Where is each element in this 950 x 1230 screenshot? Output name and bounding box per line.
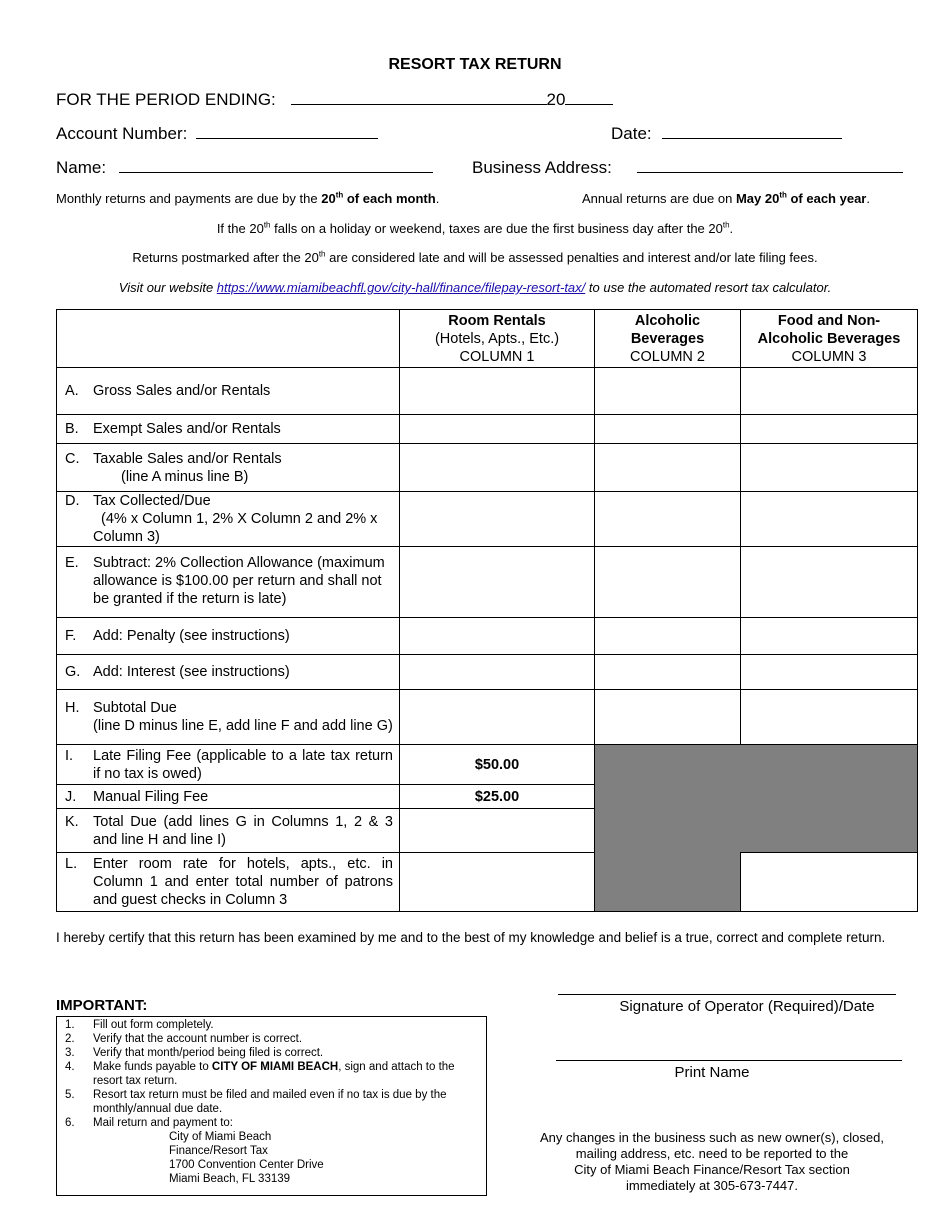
item-number: 1. (65, 1019, 75, 1031)
item-text: Verify that month/period being filed is correct. (93, 1047, 324, 1059)
account-number-row (56, 124, 378, 144)
late-filing-fee-amount: $50.00 (400, 745, 595, 785)
notice-line: immediately at 305-673-7447. (626, 1178, 798, 1193)
table-row-a (57, 368, 918, 415)
date-label: Date: (611, 124, 652, 143)
row-d-text: Tax Collected/Due (93, 493, 211, 509)
row-c-subtext: (line A minus line B) (121, 468, 249, 485)
name-row (56, 158, 433, 178)
print-name-label: Print Name (674, 1064, 750, 1081)
row-f-column-1-field[interactable] (400, 618, 595, 655)
row-a-column-1-field[interactable] (400, 368, 595, 415)
row-l-column-2-shaded (595, 853, 741, 912)
table-row-h (57, 690, 918, 745)
column-2-header (595, 310, 741, 368)
certification-statement: I hereby certify that this return has been examined by me and to the best of my knowledge and belief is a true, correct and complete return. (56, 930, 886, 945)
list-item (65, 1060, 480, 1088)
row-c-text: Taxable Sales and/or Rentals (93, 450, 282, 467)
item-number: 5. (65, 1089, 75, 1101)
row-e-label (57, 547, 400, 618)
address-line: Miami Beach, FL 33139 (169, 1173, 291, 1185)
row-c-column-1-field[interactable] (400, 444, 595, 492)
item-text: Verify that the account number is correct. (93, 1033, 303, 1045)
business-address-row (472, 158, 903, 178)
row-d-subtext: (4% x Column 1, 2% X Column 2 and 2% x Column 3) (93, 511, 378, 545)
address-line: 1700 Convention Center Drive (169, 1159, 324, 1171)
table-row-e (57, 547, 918, 618)
annual-note-bold: May 20th of each year (735, 190, 867, 206)
row-f-label (57, 618, 400, 655)
row-g-letter: G. (65, 664, 81, 680)
row-a-letter: A. (65, 383, 79, 399)
row-d-column-3-field[interactable] (741, 492, 918, 547)
business-address-field[interactable] (637, 159, 903, 173)
important-instructions-box (56, 1016, 487, 1196)
period-ending-field[interactable] (291, 91, 547, 105)
column-1-subtitle: (Hotels, Apts., Etc.) (434, 331, 560, 347)
item-text: Resort tax return must be filed and mailed even if no tax is due by the monthly/annual due date. (93, 1089, 447, 1115)
item-text: Fill out form completely. (93, 1019, 214, 1031)
address-line: Finance/Resort Tax (169, 1145, 268, 1157)
account-number-label: Account Number: (56, 124, 188, 143)
row-b-letter: B. (65, 421, 79, 437)
row-i-letter: I. (65, 747, 74, 764)
row-k-column-1-field[interactable] (400, 809, 595, 853)
row-h-column-3-field[interactable] (741, 690, 918, 745)
row-b-column-2-field[interactable] (595, 415, 741, 444)
row-e-column-1-field[interactable] (400, 547, 595, 618)
table-header-row (57, 310, 918, 368)
row-e-column-3-field[interactable] (741, 547, 918, 618)
row-k-text: Total Due (add lines G in Columns 1, 2 & 3 and line H and line I) (93, 813, 393, 848)
row-j-letter: J. (65, 788, 77, 805)
address-line: City of Miami Beach (169, 1131, 272, 1143)
label-column-header (57, 310, 400, 368)
item-number: 6. (65, 1117, 75, 1129)
row-e-column-2-field[interactable] (595, 547, 741, 618)
item-number: 4. (65, 1061, 75, 1073)
signature-line[interactable] (558, 994, 896, 995)
row-h-letter: H. (65, 700, 80, 716)
column-1-label: COLUMN 1 (459, 349, 535, 365)
table-row-f (57, 618, 918, 655)
business-address-label: Business Address: (472, 158, 612, 177)
row-g-label (57, 655, 400, 690)
holiday-note: If the 20th falls on a holiday or weekend, taxes are due the first business day after the 20th. (216, 220, 734, 236)
row-d-column-1-field[interactable] (400, 492, 595, 547)
column-1-title: Room Rentals (448, 313, 546, 329)
row-a-label (57, 368, 400, 415)
date-row (611, 124, 842, 144)
column-3-title-line2: Alcoholic Beverages (757, 331, 901, 347)
row-j-label (57, 785, 400, 809)
row-c-label (57, 444, 400, 492)
tax-computation-table (56, 309, 918, 912)
table-row-l (57, 853, 918, 912)
row-b-text: Exempt Sales and/or Rentals (93, 421, 281, 437)
list-item (65, 1116, 480, 1130)
list-item (65, 1032, 480, 1046)
list-item (65, 1018, 480, 1032)
table-row-d (57, 492, 918, 547)
column-3-title-line1: Food and Non- (777, 313, 881, 329)
monthly-due-note (56, 191, 439, 206)
table-row-b (57, 415, 918, 444)
notice-line: Any changes in the business such as new owner(s), closed, (540, 1130, 884, 1145)
row-f-letter: F. (65, 628, 77, 644)
row-j-text: Manual Filing Fee (93, 788, 209, 805)
table-row-c (57, 444, 918, 492)
monthly-note-text: Monthly returns and payments are due by the (56, 191, 322, 206)
item-text: Make funds payable to (93, 1061, 212, 1073)
period-year-prefix: 20 (546, 90, 566, 109)
signature-label: Signature of Operator (Required)/Date (619, 998, 875, 1015)
row-b-label (57, 415, 400, 444)
row-l-column-1-field[interactable] (400, 853, 595, 912)
row-g-column-3-field[interactable] (741, 655, 918, 690)
row-l-label (57, 853, 400, 912)
column-2-title-line2: Beverages (630, 331, 705, 347)
row-i-label (57, 745, 400, 785)
website-suffix: to use the automated resort tax calculator. (585, 280, 832, 295)
item-text-cont: , sign and attach to the resort tax return. (93, 1061, 455, 1087)
row-f-text: Add: Penalty (see instructions) (93, 628, 290, 644)
row-h-label (57, 690, 400, 745)
row-c-column-2-field[interactable] (595, 444, 741, 492)
period-year-field[interactable] (565, 91, 613, 105)
website-prefix: Visit our website (118, 280, 217, 295)
form-title: RESORT TAX RETURN (388, 56, 562, 73)
row-g-column-2-field[interactable] (595, 655, 741, 690)
row-a-column-3-field[interactable] (741, 368, 918, 415)
name-field[interactable] (119, 159, 433, 173)
table-row-g (57, 655, 918, 690)
row-g-column-1-field[interactable] (400, 655, 595, 690)
row-a-column-2-field[interactable] (595, 368, 741, 415)
row-h-subtext: (line D minus line E, add line F and add line G) (93, 718, 393, 734)
annual-due-note (582, 191, 870, 206)
column-2-title-line1: Alcoholic (634, 313, 701, 329)
column-3-label: COLUMN 3 (791, 349, 867, 365)
column-1-header (400, 310, 595, 368)
item-number: 3. (65, 1047, 75, 1059)
payee-name: CITY OF MIAMI BEACH (211, 1061, 339, 1073)
period-ending-label: FOR THE PERIOD ENDING: (56, 90, 276, 109)
notice-line: City of Miami Beach Finance/Resort Tax section (574, 1162, 850, 1177)
monthly-note-suffix: . (435, 191, 440, 206)
table-row-i (57, 745, 918, 785)
annual-note-text: Annual returns are due on (582, 191, 736, 206)
row-c-column-3-field[interactable] (741, 444, 918, 492)
row-i-text: Late Filing Fee (applicable to a late tax return if no tax is owed) (93, 747, 393, 782)
change-notice (512, 1130, 912, 1194)
row-k-label (57, 809, 400, 853)
row-l-text: Enter room rate for hotels, apts., etc. in Column 1 and enter total number of patrons and guest checks in Column 3 (93, 856, 393, 908)
mailing-address (65, 1130, 480, 1186)
item-text: Mail return and payment to: (93, 1117, 233, 1129)
column-3-header (741, 310, 918, 368)
row-a-text: Gross Sales and/or Rentals (93, 383, 271, 399)
shaded-block-ijk (595, 745, 918, 853)
name-label: Name: (56, 158, 107, 177)
row-l-column-3-field[interactable] (741, 853, 918, 912)
row-f-column-3-field[interactable] (741, 618, 918, 655)
row-d-letter: D. (65, 493, 80, 509)
row-d-label (57, 492, 400, 547)
print-name-line[interactable] (556, 1060, 902, 1061)
website-note (0, 280, 950, 295)
list-item (65, 1046, 480, 1060)
notice-line: mailing address, etc. need to be reported to the (575, 1146, 849, 1161)
row-c-letter: C. (65, 450, 80, 467)
row-b-column-3-field[interactable] (741, 415, 918, 444)
row-e-letter: E. (65, 555, 79, 571)
row-f-column-2-field[interactable] (595, 618, 741, 655)
website-link[interactable]: https://www.miamibeachfl.gov/city-hall/finance/filepay-resort-tax/ (216, 280, 586, 295)
row-b-column-1-field[interactable] (400, 415, 595, 444)
row-k-letter: K. (65, 813, 79, 830)
monthly-note-bold: 20th of each month (321, 190, 436, 206)
item-number: 2. (65, 1033, 75, 1045)
list-item (65, 1088, 480, 1116)
row-h-text: Subtotal Due (93, 700, 177, 716)
row-e-text: Subtract: 2% Collection Allowance (maximum allowance is $100.00 per return and shall not be granted if the return is late) (93, 555, 385, 607)
row-h-column-1-field[interactable] (400, 690, 595, 745)
column-2-label: COLUMN 2 (630, 349, 705, 365)
row-l-letter: L. (65, 856, 78, 872)
row-h-column-2-field[interactable] (595, 690, 741, 745)
date-field[interactable] (662, 125, 842, 139)
row-d-column-2-field[interactable] (595, 492, 741, 547)
account-number-field[interactable] (196, 125, 378, 139)
period-ending-row (56, 90, 613, 110)
row-g-text: Add: Interest (see instructions) (93, 664, 290, 680)
important-heading: IMPORTANT: (56, 997, 148, 1014)
manual-filing-fee-amount: $25.00 (400, 785, 595, 809)
annual-note-suffix: . (866, 191, 870, 206)
late-note: Returns postmarked after the 20th are considered late and will be assessed penalties and interest and/or late filing fees. (132, 249, 818, 265)
